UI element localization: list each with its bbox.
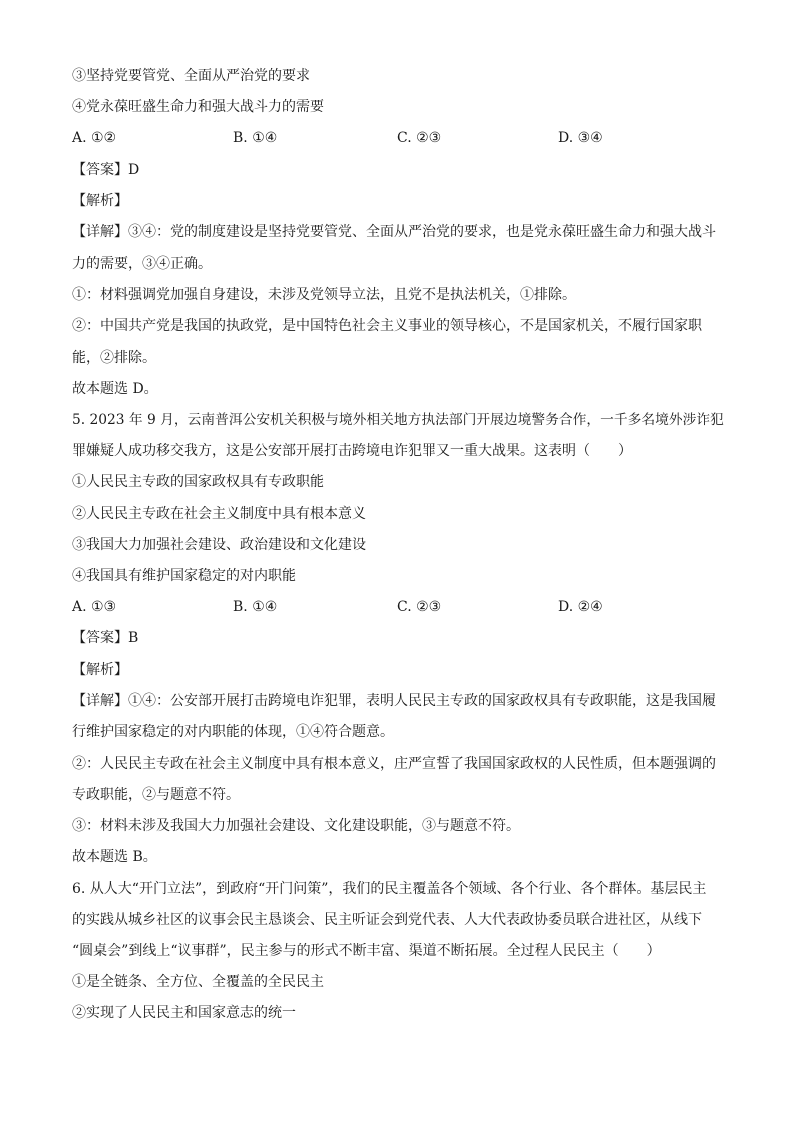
q6-stem-line-1: 6. 从人大“开门立法”，到政府“开门问策”，我们的民主覆盖各个领域、各个行业、各个群体。基层民主 bbox=[72, 881, 707, 897]
q6-stem-line-2: 的实践从城乡社区的议事会民主恳谈会、民主听证会到党代表、人大代表政协委员联合进社区，从线下 bbox=[72, 912, 702, 928]
q5-item-4: ④我国具有维护国家稳定的对内职能 bbox=[72, 568, 296, 584]
q6-item-1: ①是全链条、全方位、全覆盖的全民民主 bbox=[72, 974, 324, 990]
detail-text: ①④：公安部开展打击跨境电诈犯罪，表明人民民主专政的国家政权具有专政职能，这是我国履 bbox=[128, 693, 716, 709]
q4-detail-line-1 bbox=[72, 222, 732, 242]
q5-analysis-heading: 【解析】 bbox=[72, 662, 128, 678]
q4-exclude-2-line-2: 能，②排除。 bbox=[72, 350, 156, 366]
q5-options bbox=[72, 597, 732, 617]
q5-answer bbox=[72, 628, 732, 648]
q5-exclude-3: ③：材料未涉及我国大力加强社会建设、文化建设职能，③与题意不符。 bbox=[72, 818, 520, 834]
q5-stem-line-2: 罪嫌疑人成功移交我方，这是公安部开展打击跨境电诈犯罪又一重大战果。这表明（ ） bbox=[72, 443, 632, 459]
q4-answer bbox=[72, 160, 732, 180]
q5-option-d: D. ②④ bbox=[558, 599, 603, 615]
q6-stem-line-3: “圆桌会”到线上“议事群”，民主参与的形式不断丰富、渠道不断拓展。全过程人民民主（ ） bbox=[72, 943, 661, 959]
q4-options bbox=[72, 128, 732, 148]
detail-tag: 【详解】 bbox=[72, 224, 128, 240]
q5-item-3: ③我国大力加强社会建设、政治建设和文化建设 bbox=[72, 537, 366, 553]
q5-option-c: C. ②③ bbox=[397, 599, 442, 615]
q5-exclude-2-line-2: 专政职能，②与题意不符。 bbox=[72, 787, 240, 803]
q5-conclusion: 故本题选 B。 bbox=[72, 849, 157, 865]
q4-detail-line-2: 力的需要，③④正确。 bbox=[72, 256, 212, 272]
answer-tag: 【答案】 bbox=[72, 630, 128, 646]
q4-conclusion: 故本题选 D。 bbox=[72, 381, 158, 397]
q5-item-2: ②人民民主专政在社会主义制度中具有根本意义 bbox=[72, 506, 366, 522]
q4-item-4: ④党永葆旺盛生命力和强大战斗力的需要 bbox=[72, 99, 324, 115]
detail-text: ③④：党的制度建设是坚持党要管党、全面从严治党的要求，也是党永葆旺盛生命力和强大战斗 bbox=[128, 224, 716, 240]
q6-item-2: ②实现了人民民主和国家意志的统一 bbox=[72, 1005, 296, 1021]
q5-detail-line-1 bbox=[72, 691, 732, 711]
q4-option-c: C. ②③ bbox=[397, 130, 442, 146]
q5-option-b: B. ①④ bbox=[233, 599, 278, 615]
q4-option-d: D. ③④ bbox=[558, 130, 603, 146]
q5-item-1: ①人民民主专政的国家政权具有专政职能 bbox=[72, 474, 324, 490]
q5-option-a: A. ①③ bbox=[72, 599, 117, 615]
q4-analysis-heading: 【解析】 bbox=[72, 193, 128, 209]
answer-value: D bbox=[128, 162, 140, 178]
q4-item-3: ③坚持党要管党、全面从严治党的要求 bbox=[72, 68, 310, 84]
q5-stem-line-1: 5. 2023 年 9 月，云南普洱公安机关积极与境外相关地方执法部门开展边境警务合作，一千多名境外涉诈犯 bbox=[72, 412, 724, 428]
q4-option-b: B. ①④ bbox=[233, 130, 278, 146]
answer-value: B bbox=[128, 630, 139, 646]
q4-option-a: A. ①② bbox=[72, 130, 117, 146]
q5-exclude-2-line-1: ②：人民民主专政在社会主义制度中具有根本意义，庄严宣誓了我国国家政权的人民性质，但本题强调的 bbox=[72, 756, 716, 772]
q4-exclude-1: ①：材料强调党加强自身建设，未涉及党领导立法，且党不是执法机关，①排除。 bbox=[72, 287, 576, 303]
q4-exclude-2-line-1: ②：中国共产党是我国的执政党，是中国特色社会主义事业的领导核心，不是国家机关，不履行国家职 bbox=[72, 318, 702, 334]
answer-tag: 【答案】 bbox=[72, 162, 128, 178]
detail-tag: 【详解】 bbox=[72, 693, 128, 709]
q5-detail-line-2: 行维护国家稳定的对内职能的体现，①④符合题意。 bbox=[72, 724, 394, 740]
